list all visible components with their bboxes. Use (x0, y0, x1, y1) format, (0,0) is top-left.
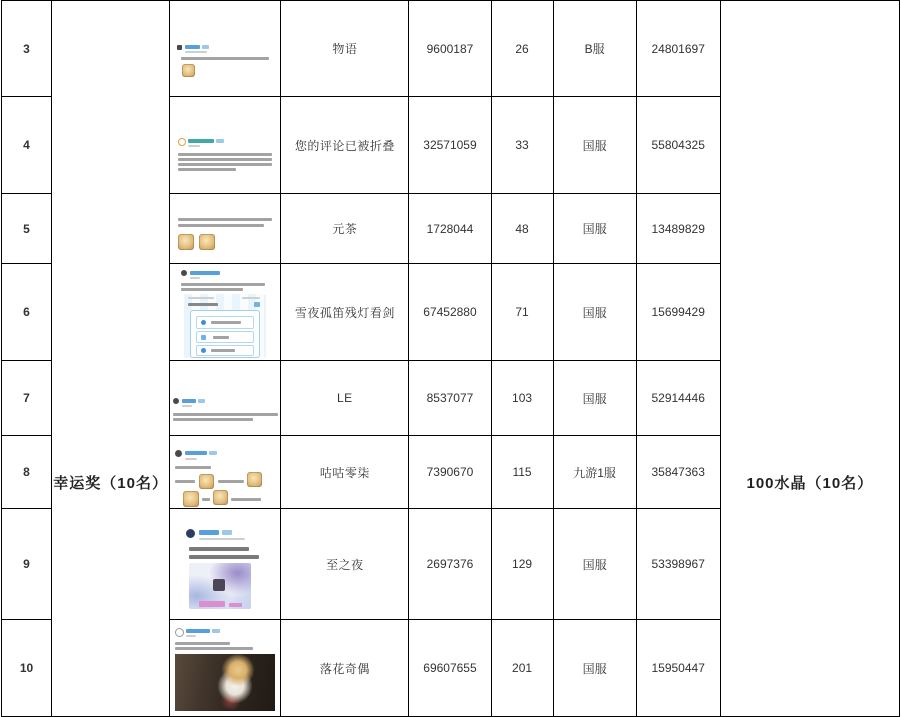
rank-cell: 10 (2, 620, 52, 717)
avatar (178, 138, 186, 146)
avatar (173, 398, 179, 404)
uid-cell: 1728044 (409, 194, 491, 264)
nickname-cell: 至之夜 (281, 509, 409, 620)
comment-screenshot-thumbnail (186, 529, 264, 613)
game-id-cell: 35847363 (636, 436, 720, 509)
rank-cell: 4 (2, 97, 52, 194)
game-id-cell: 53398967 (636, 509, 720, 620)
screenshot-cell (170, 97, 281, 194)
uid-cell: 8537077 (409, 361, 491, 436)
emoji-sticker-icon (199, 474, 214, 489)
screenshot-cell (170, 361, 281, 436)
server-cell: 九游1服 (553, 436, 636, 509)
screenshot-cell (170, 264, 281, 361)
emoji-sticker-icon (182, 64, 195, 77)
game-id-cell: 15950447 (636, 620, 720, 717)
nickname-cell: 元茶 (281, 194, 409, 264)
avatar (186, 529, 195, 538)
server-cell: 国服 (553, 509, 636, 620)
nickname-cell: 您的评论已被折叠 (281, 97, 409, 194)
server-cell: 国服 (553, 97, 636, 194)
emoji-sticker-icon (213, 490, 228, 505)
floor-cell: 26 (491, 1, 553, 97)
floor-cell: 48 (491, 194, 553, 264)
comment-screenshot-thumbnail (181, 270, 269, 360)
screenshot-cell (170, 1, 281, 97)
uid-cell: 2697376 (409, 509, 491, 620)
rank-cell: 9 (2, 509, 52, 620)
mute-icon (213, 579, 225, 591)
anime-image (189, 563, 251, 609)
comment-screenshot-thumbnail (178, 215, 272, 255)
server-cell: 国服 (553, 194, 636, 264)
floor-cell: 129 (491, 509, 553, 620)
comment-screenshot-thumbnail (178, 138, 272, 174)
nickname-cell: LE (281, 361, 409, 436)
game-id-cell: 24801697 (636, 1, 720, 97)
avatar (175, 628, 184, 637)
floor-cell: 71 (491, 264, 553, 361)
nickname-cell: 落花奇偶 (281, 620, 409, 717)
uid-cell: 69607655 (409, 620, 491, 717)
nickname-cell: 雪夜孤笛残灯看剑 (281, 264, 409, 361)
prize-label: 100水晶（10名） (746, 474, 874, 492)
embedded-app-screenshot (184, 294, 266, 358)
rank-cell: 7 (2, 361, 52, 436)
avatar (175, 450, 182, 457)
uid-cell: 9600187 (409, 1, 491, 97)
floor-cell: 33 (491, 97, 553, 194)
comment-screenshot-thumbnail (175, 450, 275, 508)
anime-image (175, 654, 275, 711)
avatar (177, 45, 182, 50)
emoji-sticker-icon (183, 491, 199, 507)
rank-cell: 6 (2, 264, 52, 361)
prize-cell (720, 1, 899, 717)
nickname-cell: 物语 (281, 1, 409, 97)
emoji-sticker-icon (247, 472, 262, 487)
screenshot-cell (170, 436, 281, 509)
floor-cell: 103 (491, 361, 553, 436)
game-id-cell: 55804325 (636, 97, 720, 194)
avatar (181, 270, 187, 276)
server-cell: 国服 (553, 361, 636, 436)
game-id-cell: 13489829 (636, 194, 720, 264)
comment-screenshot-thumbnail (175, 627, 275, 715)
server-cell: 国服 (553, 264, 636, 361)
screenshot-cell (170, 509, 281, 620)
uid-cell: 67452880 (409, 264, 491, 361)
winners-table (1, 0, 900, 717)
game-id-cell: 15699429 (636, 264, 720, 361)
nickname-cell: 咕咕零柒 (281, 436, 409, 509)
server-cell: B服 (553, 1, 636, 97)
emoji-sticker-icon (178, 234, 194, 250)
server-cell: 国服 (553, 620, 636, 717)
comment-screenshot-thumbnail (177, 43, 273, 79)
comment-screenshot-thumbnail (173, 397, 278, 425)
rank-cell: 8 (2, 436, 52, 509)
award-group-label: 幸运奖（10名） (53, 474, 168, 492)
floor-cell: 201 (491, 620, 553, 717)
rank-cell: 3 (2, 1, 52, 97)
rank-cell: 5 (2, 194, 52, 264)
emoji-sticker-icon (199, 234, 215, 250)
award-group-cell (52, 1, 170, 717)
screenshot-cell (170, 620, 281, 717)
uid-cell: 7390670 (409, 436, 491, 509)
screenshot-cell (170, 194, 281, 264)
floor-cell: 115 (491, 436, 553, 509)
uid-cell: 32571059 (409, 97, 491, 194)
game-id-cell: 52914446 (636, 361, 720, 436)
